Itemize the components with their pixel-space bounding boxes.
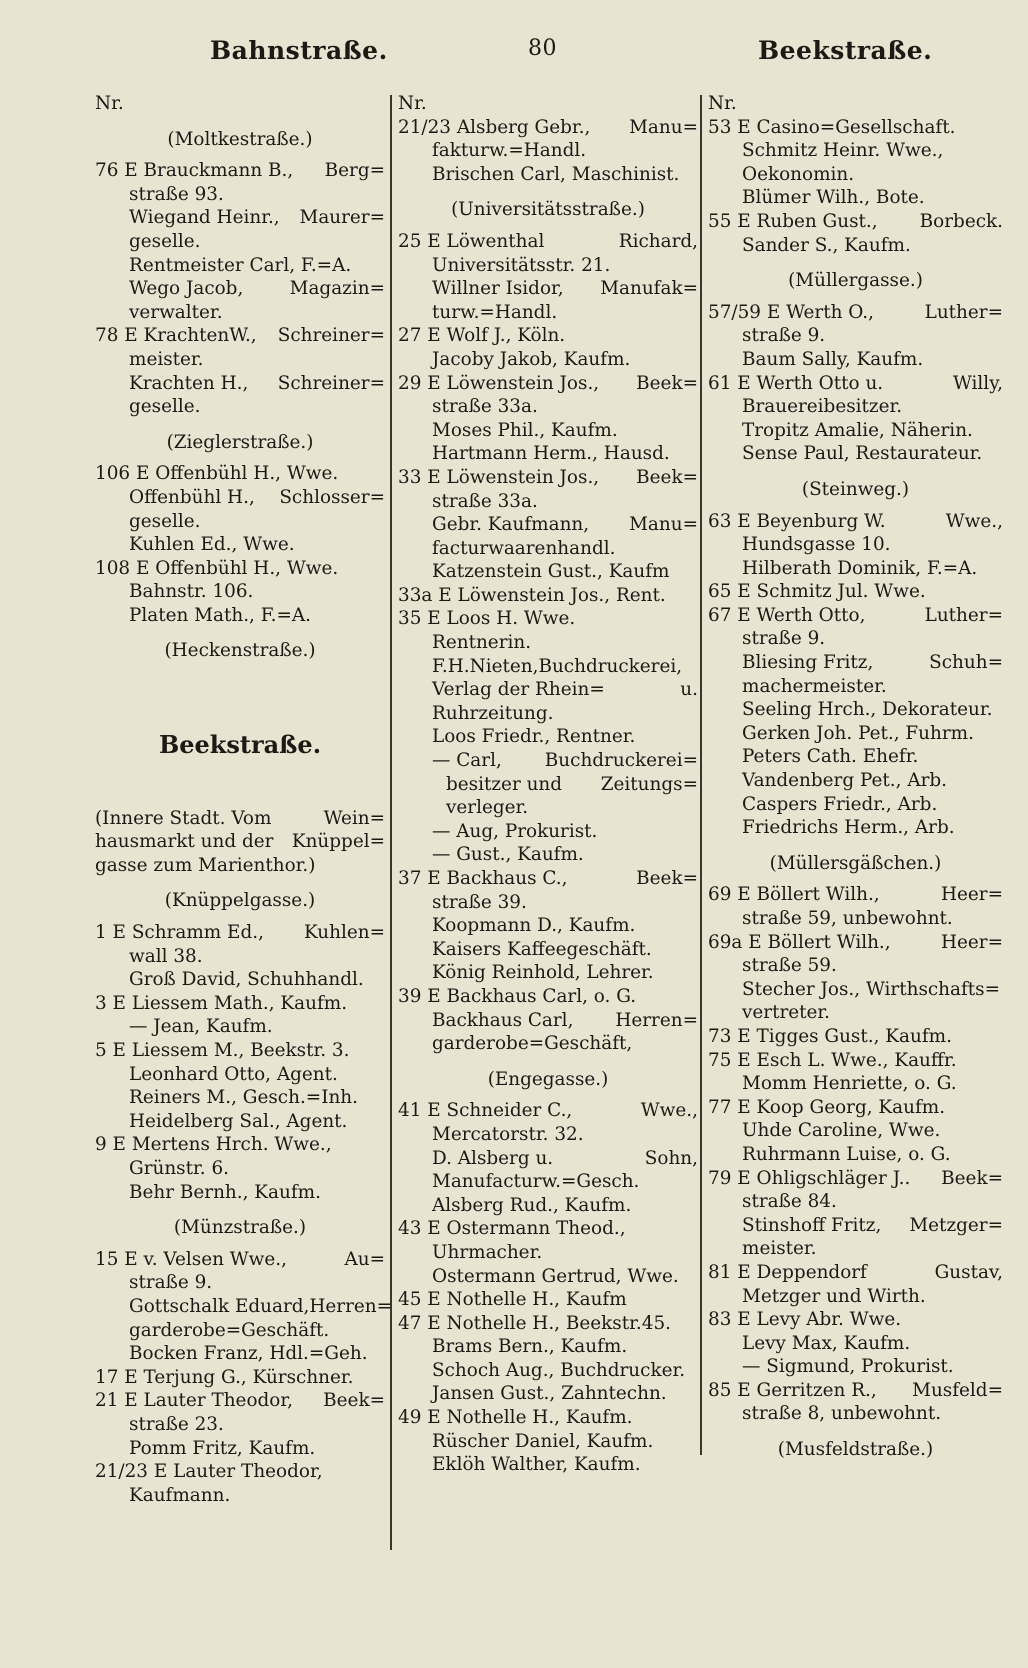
running-head-right: Beekstraße.	[758, 36, 933, 65]
directory-line: Brischen Carl, Maschinist.	[432, 163, 680, 185]
directory-line: Hilberath Dominik, F.=A.	[742, 557, 978, 579]
directory-line: Uhde Caroline, Wwe.	[742, 1120, 941, 1142]
directory-line: Heidelberg Sal., Agent.	[129, 1110, 348, 1132]
directory-line: Platen Math., F.=A.	[129, 604, 312, 626]
directory-line	[398, 1099, 698, 1123]
directory-line: straße 9.	[742, 325, 826, 347]
line-end: Zeitungs=	[600, 773, 698, 795]
directory-line: 45 E Nothelle H., Kaufm	[398, 1289, 627, 1311]
line-start: Backhaus Carl,	[432, 1009, 574, 1031]
line-end: Musfeld=	[912, 1379, 1003, 1401]
directory-line: Ruhrzeitung.	[432, 702, 554, 724]
line-start: — Carl,	[432, 750, 502, 772]
directory-line: Kaisers Kaffeegeschäft.	[432, 938, 652, 960]
line-start: 41 E Schneider C.,	[398, 1100, 573, 1122]
directory-line: 83 E Levy Abr. Wwe.	[708, 1309, 902, 1331]
line-start: 15 E v. Velsen Wwe.,	[95, 1248, 288, 1270]
directory-line: gasse zum Marienthor.)	[95, 854, 316, 876]
line-end: Kuhlen=	[303, 922, 385, 944]
directory-line: Hundsgasse 10.	[742, 534, 891, 556]
directory-line	[398, 749, 698, 773]
line-start: 33 E Löwenstein Jos.,	[398, 466, 600, 488]
line-end: Magazin=	[289, 278, 385, 300]
line-start: 69 E Böllert Wilh.,	[708, 884, 880, 906]
directory-line: Mercatorstr. 32.	[432, 1123, 584, 1145]
directory-line	[708, 210, 1003, 234]
line-start: 81 E Deppendorf	[708, 1261, 867, 1283]
directory-line: Kaufmann.	[129, 1484, 231, 1506]
page-number: 80	[528, 36, 557, 61]
directory-line: geselle.	[129, 230, 201, 252]
directory-line: straße 84.	[742, 1191, 837, 1213]
column-2	[398, 92, 698, 1477]
directory-line	[95, 372, 385, 396]
directory-line	[398, 1009, 698, 1033]
directory-line: Tropitz Amalie, Näherin.	[742, 419, 973, 441]
directory-line: machermeister.	[742, 675, 887, 697]
line-end: Richard,	[618, 230, 698, 252]
directory-line	[95, 206, 385, 230]
directory-line: 106 E Offenbühl H., Wwe.	[95, 463, 339, 485]
directory-line: straße 33a.	[432, 490, 538, 512]
directory-line	[95, 159, 385, 183]
directory-line: König Reinhold, Lehrer.	[432, 962, 654, 984]
section-heading: (Musfeldstraße.)	[777, 1439, 934, 1461]
directory-line: 65 E Schmitz Jul. Wwe.	[708, 581, 926, 603]
directory-line	[708, 1214, 1003, 1238]
line-start: 67 E Werth Otto,	[708, 604, 866, 626]
directory-line: Rentmeister Carl, F.=A.	[129, 254, 352, 276]
directory-line: meister.	[129, 348, 204, 370]
line-end: Sohn,	[644, 1147, 698, 1169]
section-heading: (Universitätsstraße.)	[451, 199, 645, 221]
street-heading: Beekstraße.	[158, 730, 322, 760]
directory-line: facturwaarenhandl.	[432, 537, 616, 559]
directory-line: Katzenstein Gust., Kaufm	[432, 561, 670, 583]
section-heading: (Moltkestraße.)	[167, 128, 313, 150]
directory-line: verwalter.	[129, 301, 223, 323]
line-start: Verlag der Rhein=	[432, 679, 605, 701]
line-end: Schreiner=	[277, 372, 385, 394]
line-start: 37 E Backhaus C.,	[398, 868, 568, 889]
directory-line	[708, 604, 1003, 628]
line-end: Wwe.,	[945, 510, 1003, 532]
column-rule-2	[700, 95, 702, 1455]
section-heading: (Knüppelgasse.)	[164, 890, 316, 912]
directory-line	[95, 277, 385, 301]
directory-line	[95, 807, 385, 831]
directory-line: — Jean, Kaufm.	[129, 1016, 273, 1038]
directory-line	[398, 277, 698, 301]
line-end: u.	[680, 679, 698, 701]
directory-line: Momm Henriette, o. G.	[742, 1073, 957, 1095]
line-end: Beek=	[636, 372, 698, 394]
directory-line: Kuhlen Ed., Wwe.	[129, 534, 295, 556]
directory-line: Manufacturw.=Gesch.	[432, 1171, 640, 1193]
directory-line: 108 E Offenbühl H., Wwe.	[95, 557, 339, 579]
line-end: Willy,	[952, 372, 1003, 394]
directory-line	[95, 324, 385, 348]
directory-line: Rüscher Daniel, Kaufm.	[432, 1430, 654, 1452]
directory-line: — Sigmund, Prokurist.	[742, 1356, 954, 1378]
directory-line	[708, 1379, 1003, 1403]
line-start: 79 E Ohligschläger J..	[708, 1167, 911, 1189]
line-end: Gustav,	[934, 1261, 1003, 1283]
line-end: Beek=	[636, 466, 698, 488]
directory-line: Schoch Aug., Buchdrucker.	[432, 1359, 686, 1381]
directory-line	[708, 510, 1003, 534]
line-end: Berg=	[324, 160, 385, 182]
directory-line	[708, 931, 1003, 955]
directory-line	[398, 867, 698, 891]
directory-line: Loos Friedr., Rentner.	[432, 726, 636, 748]
line-start: 61 E Werth Otto u.	[708, 372, 884, 394]
directory-line: Bahnstr. 106.	[129, 581, 254, 603]
directory-line: 5 E Liessem M., Beekstr. 3.	[95, 1040, 350, 1061]
directory-line: Nr.	[398, 93, 427, 114]
directory-line: garderobe=Geschäft,	[432, 1033, 633, 1055]
directory-line: Jacoby Jakob, Kaufm.	[432, 348, 631, 370]
directory-line	[708, 883, 1003, 907]
line-end: Knüppel=	[291, 831, 385, 853]
directory-line: Uhrmacher.	[432, 1241, 543, 1263]
line-start: Wego Jacob,	[129, 278, 244, 300]
line-end: Wwe.,	[640, 1100, 698, 1122]
line-start: 76 E Brauckmann B.,	[95, 160, 294, 182]
directory-line: Sander S., Kaufm.	[742, 234, 911, 256]
directory-line	[95, 830, 385, 854]
line-end: Manu=	[629, 514, 698, 536]
directory-line: geselle.	[129, 510, 201, 532]
directory-line: Blümer Wilh., Bote.	[742, 187, 925, 209]
line-end: Herren=	[309, 1295, 393, 1317]
line-end: Schlosser=	[279, 486, 385, 508]
directory-line: Jansen Gust., Zahntechn.	[432, 1383, 667, 1405]
section-heading: (Engegasse.)	[487, 1068, 609, 1090]
directory-line: 3 E Liessem Math., Kaufm.	[95, 992, 348, 1014]
directory-line: straße 9.	[129, 1272, 213, 1294]
line-end: Metzger=	[909, 1214, 1003, 1236]
directory-line: Peters Cath. Ehefr.	[742, 746, 919, 768]
directory-line: Ostermann Gertrud, Wwe.	[432, 1265, 679, 1287]
line-start: 55 E Ruben Gust.,	[708, 210, 878, 232]
directory-line: straße 23.	[129, 1413, 224, 1435]
directory-line	[398, 230, 698, 254]
line-start: 69a E Böllert Wilh.,	[708, 931, 891, 953]
directory-line	[95, 921, 385, 945]
directory-line: 27 E Wolf J., Köln.	[398, 325, 566, 347]
directory-line: F.H.Nieten,Buchdruckerei,	[432, 655, 683, 677]
directory-line: 53 E Casino=Gesellschaft.	[708, 116, 956, 138]
directory-line: verleger.	[446, 797, 529, 819]
line-end: Schuh=	[929, 652, 1003, 674]
directory-line: Alsberg Rud., Kaufm.	[432, 1194, 632, 1216]
line-start: Stinshoff Fritz,	[742, 1214, 882, 1236]
directory-line: Bocken Franz, Hdl.=Geh.	[129, 1343, 368, 1365]
line-end: Buchdruckerei=	[544, 750, 698, 772]
directory-line	[95, 486, 385, 510]
line-start: 63 E Beyenburg W.	[708, 510, 886, 532]
directory-line: 33a E Löwenstein Jos., Rent.	[398, 584, 666, 606]
running-head-left: Bahnstraße.	[210, 36, 388, 65]
directory-line: straße 59, unbewohnt.	[742, 908, 953, 929]
directory-line	[95, 1248, 385, 1272]
directory-line: meister.	[742, 1238, 817, 1260]
directory-line	[708, 651, 1003, 675]
line-start: 21/23 Alsberg Gebr.,	[398, 116, 591, 138]
directory-line: Brams Bern., Kaufm.	[432, 1336, 628, 1358]
directory-line: Seeling Hrch., Dekorateur.	[742, 699, 993, 721]
directory-line: straße 39.	[432, 891, 527, 913]
directory-line: — Gust., Kaufm.	[432, 844, 584, 866]
directory-line: Ruhrmann Luise, o. G.	[742, 1143, 951, 1165]
section-heading: (Münzstraße.)	[173, 1217, 307, 1239]
directory-line: 77 E Koop Georg, Kaufm.	[708, 1096, 946, 1118]
directory-line: Caspers Friedr., Arb.	[742, 793, 938, 815]
line-start: hausmarkt und der	[95, 831, 274, 853]
line-end: Herren=	[615, 1009, 698, 1031]
line-start: Willner Isidor,	[432, 278, 564, 300]
directory-line: Rentnerin.	[432, 632, 532, 654]
section-heading: (Müllergasse.)	[788, 270, 923, 292]
directory-line: geselle.	[129, 396, 201, 418]
directory-line	[398, 1147, 698, 1171]
directory-line: straße 8, unbewohnt.	[742, 1403, 942, 1425]
directory-line: turw.=Handl.	[432, 301, 558, 323]
directory-line: 75 E Esch L. Wwe., Kauffr.	[708, 1049, 957, 1071]
directory-line: 17 E Terjung G., Kürschner.	[95, 1366, 354, 1388]
line-end: Manu=	[629, 116, 698, 138]
directory-line: Moses Phil., Kaufm.	[432, 419, 618, 441]
directory-line: 73 E Tigges Gust., Kaufm.	[708, 1025, 952, 1047]
directory-line: 49 E Nothelle H., Kaufm.	[398, 1407, 633, 1429]
directory-line: Nr.	[708, 93, 737, 114]
directory-line	[398, 116, 698, 140]
directory-line	[398, 372, 698, 396]
directory-line	[398, 773, 698, 797]
directory-line: Leonhard Otto, Agent.	[129, 1063, 338, 1085]
directory-line: Sense Paul, Restaurateur.	[742, 443, 983, 465]
line-end: Beek=	[941, 1167, 1003, 1189]
directory-line: 21/23 E Lauter Theodor,	[95, 1461, 323, 1483]
directory-line: Schmitz Heinr. Wwe.,	[742, 140, 944, 162]
directory-line: Metzger und Wirth.	[742, 1285, 926, 1307]
line-end: Maurer=	[299, 207, 385, 229]
directory-line	[708, 301, 1003, 325]
directory-line	[95, 1295, 393, 1319]
line-end: Heer=	[940, 884, 1003, 906]
directory-line: Behr Bernh., Kaufm.	[129, 1181, 321, 1203]
directory-line: Grünstr. 6.	[129, 1157, 230, 1179]
line-start: Gebr. Kaufmann,	[432, 514, 590, 536]
line-end: Beek=	[323, 1390, 385, 1412]
line-start: 57/59 E Werth O.,	[708, 301, 874, 323]
directory-line: 43 E Ostermann Theod.,	[398, 1218, 626, 1240]
column-3	[708, 92, 1003, 1470]
line-start: (Innere Stadt. Vom	[95, 807, 272, 829]
line-start: D. Alsberg u.	[432, 1147, 554, 1169]
directory-line: Universitätsstr. 21.	[432, 254, 611, 276]
line-start: besitzer und	[446, 773, 563, 795]
section-heading: (Steinweg.)	[801, 478, 910, 500]
line-start: 29 E Löwenstein Jos.,	[398, 372, 600, 394]
directory-line: Levy Max, Kaufm.	[742, 1332, 911, 1354]
directory-line: Groß David, Schuhhandl.	[129, 969, 364, 991]
directory-line: 9 E Mertens Hrch. Wwe.,	[95, 1134, 332, 1156]
directory-line: 35 E Loos H. Wwe.	[398, 608, 576, 630]
directory-line	[398, 678, 698, 702]
directory-line: straße 93.	[129, 183, 224, 205]
directory-line: vertreter.	[742, 1002, 831, 1024]
directory-line: Brauereibesitzer.	[742, 396, 903, 418]
directory-line: 39 E Backhaus Carl, o. G.	[398, 985, 637, 1007]
section-heading: (Heckenstraße.)	[164, 640, 316, 662]
directory-line: wall 38.	[129, 945, 203, 967]
directory-line	[708, 372, 1003, 396]
directory-line: Koopmann D., Kaufm.	[432, 915, 636, 937]
directory-line: Hartmann Herm., Hausd.	[432, 443, 670, 465]
line-start: Offenbühl H.,	[129, 486, 255, 508]
line-start: 21 E Lauter Theodor,	[95, 1390, 293, 1412]
directory-line: — Aug, Prokurist.	[432, 820, 598, 842]
directory-line: Pomm Fritz, Kaufm.	[129, 1437, 316, 1459]
line-start: Gottschalk Eduard,	[129, 1295, 310, 1317]
directory-line	[398, 466, 698, 490]
directory-line: Nr.	[95, 93, 124, 114]
directory-line: Stecher Jos., Wirthschafts=	[742, 978, 1001, 1000]
line-start: Krachten H.,	[129, 372, 249, 394]
line-start: 85 E Gerritzen R.,	[708, 1379, 877, 1401]
line-end: Luther=	[924, 301, 1003, 323]
column-1	[95, 92, 393, 1507]
directory-line: fakturw.=Handl.	[432, 140, 587, 162]
column-rule-1	[390, 95, 392, 1550]
directory-line: straße 59.	[742, 955, 837, 977]
directory-line: straße 33a.	[432, 396, 538, 418]
directory-line: Baum Sally, Kaufm.	[742, 348, 924, 370]
directory-line: Friedrichs Herm., Arb.	[742, 817, 955, 839]
directory-line: straße 9.	[742, 628, 826, 650]
line-end: Wein=	[323, 807, 385, 829]
directory-line: Gerken Joh. Pet., Fuhrm.	[742, 722, 974, 744]
directory-line: Eklöh Walther, Kaufm.	[432, 1454, 641, 1476]
line-end: Luther=	[924, 604, 1003, 626]
line-start: 25 E Löwenthal	[398, 230, 545, 252]
directory-line	[398, 513, 698, 537]
directory-line: Vandenberg Pet., Arb.	[742, 770, 948, 792]
directory-line	[95, 1389, 385, 1413]
section-heading: (Zieglerstraße.)	[166, 431, 314, 453]
line-start: 1 E Schramm Ed.,	[95, 922, 264, 944]
line-start: 78 E KrachtenW.,	[95, 325, 257, 347]
directory-line	[708, 1167, 1003, 1191]
directory-line: Reiners M., Gesch.=Inh.	[129, 1087, 358, 1109]
directory-line: Oekonomin.	[742, 163, 855, 185]
line-end: Schreiner=	[277, 325, 385, 347]
line-end: Beek=	[636, 868, 698, 889]
directory-line: 47 E Nothelle H., Beekstr.45.	[398, 1312, 671, 1334]
section-heading: (Müllersgäßchen.)	[769, 852, 942, 874]
line-start: Bliesing Fritz,	[742, 652, 874, 674]
directory-line	[708, 1261, 1003, 1285]
line-end: Heer=	[940, 931, 1003, 953]
line-start: Wiegand Heinr.,	[129, 207, 280, 229]
line-end: Borbeck.	[919, 210, 1003, 232]
line-end: Au=	[344, 1248, 385, 1270]
line-end: Manufak=	[600, 278, 698, 300]
directory-line: garderobe=Geschäft.	[129, 1319, 330, 1341]
